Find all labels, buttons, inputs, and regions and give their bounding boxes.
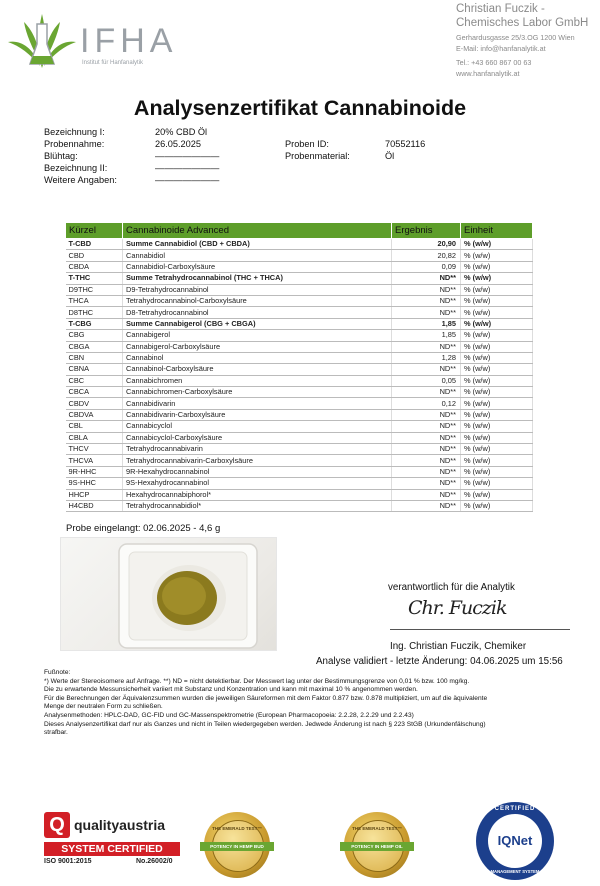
cell-cannabinoid: D8-Tetrahydrocannabinol: [123, 307, 392, 318]
cell-cannabinoid: Tetrahydrocannabinol-Carboxylsäure: [123, 295, 392, 306]
cell-kuerzel: CBDVA: [66, 409, 123, 420]
cell-einheit: % (w/w): [461, 489, 533, 500]
cell-ergebnis: 0,05: [392, 375, 461, 386]
footnote-line: Dieses Analysenzertifikat darf nur als Ganzes und nicht in Teilen wiedergegeben werden. Jedwede Änderung ist nach § 223 StGB (Urkundenfälschung): [44, 720, 486, 728]
cell-kuerzel: T-CBD: [66, 239, 123, 250]
bezeichnung1-label: Bezeichnung I:: [44, 127, 105, 137]
footnote-line: *) Werte der Stereoisomere auf Anfrage. **) ND = nicht detektierbar. Der Messwert lag unter der Bestimmungsgrenze von 0,01 % bzw. 100 mg/kg.: [44, 677, 470, 685]
cell-einheit: % (w/w): [461, 364, 533, 375]
table-row: [66, 352, 533, 363]
cell-einheit: % (w/w): [461, 273, 533, 284]
weitere-angaben-label: Weitere Angaben:: [44, 175, 117, 185]
cell-ergebnis: ND**: [392, 466, 461, 477]
cell-einheit: % (w/w): [461, 466, 533, 477]
cell-cannabinoid: Cannabidiol: [123, 250, 392, 261]
sample-photo: [60, 537, 277, 651]
cell-kuerzel: THCV: [66, 444, 123, 455]
table-row: [66, 421, 533, 432]
cell-ergebnis: ND**: [392, 284, 461, 295]
cell-einheit: % (w/w): [461, 318, 533, 329]
cell-kuerzel: D8THC: [66, 307, 123, 318]
footnote-line: Analysenmethoden: HPLC-DAD, GC-FID und GC-Massenspektrometrie (European Pharmacopoeia: 2.2.28, 2.2.29 und 2.2.43): [44, 711, 414, 719]
cell-kuerzel: CBG: [66, 330, 123, 341]
quality-austria-q-icon: Q: [44, 812, 70, 838]
table-row: [66, 478, 533, 489]
table-row: [66, 466, 533, 477]
sample-meta-labels: [44, 126, 117, 186]
iqnet-management-text: MANAGEMENT SYSTEM: [490, 869, 540, 874]
table-row: [66, 250, 533, 261]
contact-block: [456, 2, 600, 79]
ifha-logo: [6, 6, 186, 76]
footnote-line: strafbar.: [44, 729, 68, 737]
company-address: Gerhardusgasse 25/3.OG 1200 Wien: [456, 33, 575, 42]
responsible-label: verantwortlich für die Analytik: [388, 582, 515, 593]
cell-einheit: % (w/w): [461, 500, 533, 511]
cell-kuerzel: T-CBG: [66, 318, 123, 329]
footnotes: [44, 669, 594, 738]
table-row: [66, 500, 533, 511]
table-row: [66, 318, 533, 329]
footnote-line: Menge der neutralen Form zu schließen.: [44, 703, 163, 711]
table-row: [66, 409, 533, 420]
cell-einheit: % (w/w): [461, 341, 533, 352]
cell-cannabinoid: Summe Tetrahydrocannabinol (THC + THCA): [123, 273, 392, 284]
bezeichnung1-value: 20% CBD Öl: [155, 127, 208, 137]
table-row: [66, 375, 533, 386]
cell-einheit: % (w/w): [461, 398, 533, 409]
cell-cannabinoid: Summe Cannabigerol (CBG + CBGA): [123, 318, 392, 329]
cell-cannabinoid: Cannabigerol: [123, 330, 392, 341]
bezeichnung2-value: ———————: [155, 163, 220, 173]
cell-kuerzel: CBNA: [66, 364, 123, 375]
cell-ergebnis: 1,85: [392, 330, 461, 341]
cell-einheit: % (w/w): [461, 239, 533, 250]
table-row: [66, 444, 533, 455]
header-einheit: Einheit: [461, 223, 533, 239]
cell-einheit: % (w/w): [461, 387, 533, 398]
table-body: [66, 239, 533, 512]
cell-einheit: % (w/w): [461, 444, 533, 455]
probenmaterial-value: Öl: [385, 151, 395, 161]
cell-cannabinoid: 9R-Hexahydrocannabinol: [123, 466, 392, 477]
cell-cannabinoid: Cannabichromen: [123, 375, 392, 386]
header-cannabinoide: Cannabinoide Advanced: [123, 223, 392, 239]
cell-kuerzel: CBLA: [66, 432, 123, 443]
cell-ergebnis: ND**: [392, 489, 461, 500]
sample-id-labels: [285, 138, 350, 162]
emerald-badge-1-top: THE EMERALD TEST™: [212, 826, 262, 831]
cell-einheit: % (w/w): [461, 330, 533, 341]
cell-ergebnis: ND**: [392, 432, 461, 443]
table-row: [66, 455, 533, 466]
table-row: [66, 341, 533, 352]
hemp-leaf-flask-icon: [6, 6, 78, 76]
table-row: [66, 364, 533, 375]
cell-ergebnis: ND**: [392, 387, 461, 398]
cell-einheit: % (w/w): [461, 409, 533, 420]
cell-cannabinoid: Cannabinol-Carboxylsäure: [123, 364, 392, 375]
cell-ergebnis: ND**: [392, 455, 461, 466]
cell-cannabinoid: Hexahydrocannabiphorol*: [123, 489, 392, 500]
cell-ergebnis: 0,09: [392, 261, 461, 272]
table-row: [66, 307, 533, 318]
cell-einheit: % (w/w): [461, 284, 533, 295]
cell-kuerzel: CBCA: [66, 387, 123, 398]
cell-ergebnis: ND**: [392, 364, 461, 375]
weitere-angaben-value: ———————: [155, 175, 220, 185]
sample-id-values: [385, 138, 425, 162]
table-row: [66, 432, 533, 443]
cell-ergebnis: ND**: [392, 409, 461, 420]
cell-cannabinoid: Cannabigerol-Carboxylsäure: [123, 341, 392, 352]
cell-kuerzel: CBL: [66, 421, 123, 432]
cell-ergebnis: ND**: [392, 500, 461, 511]
emerald-test-bud-badge: [204, 812, 270, 878]
table-row: [66, 295, 533, 306]
cell-kuerzel: CBDV: [66, 398, 123, 409]
cell-cannabinoid: Cannabidiol-Carboxylsäure: [123, 261, 392, 272]
table-row: [66, 261, 533, 272]
iqnet-badge: [476, 802, 554, 880]
iso-standard: ISO 9001:2015: [44, 858, 92, 865]
logo-text: IFHA: [80, 22, 178, 60]
cell-einheit: % (w/w): [461, 261, 533, 272]
cell-cannabinoid: Cannabicyclol-Carboxylsäure: [123, 432, 392, 443]
cell-ergebnis: 0,12: [392, 398, 461, 409]
cell-cannabinoid: Tetrahydrocannabivarin: [123, 444, 392, 455]
proben-id-label: Proben ID:: [285, 139, 329, 149]
header-ergebnis: Ergebnis: [392, 223, 461, 239]
cell-kuerzel: 9S-HHC: [66, 478, 123, 489]
footnote-line: Für die Berechnungen der Äquivalenzsummen wurden die jeweiligen Säureformen mit dem Faktor 0.877 bzw. 0.878 multipliziert, um auf die äquivalente: [44, 694, 488, 702]
cell-einheit: % (w/w): [461, 250, 533, 261]
emerald-badge-2-band: POTENCY IN HEMP OIL: [340, 842, 414, 851]
cell-ergebnis: ND**: [392, 421, 461, 432]
cell-einheit: % (w/w): [461, 421, 533, 432]
cell-kuerzel: 9R-HHC: [66, 466, 123, 477]
table-row: [66, 284, 533, 295]
certificate-number: No.26002/0: [136, 858, 173, 865]
emerald-test-oil-badge: [344, 812, 410, 878]
system-certified-banner: SYSTEM CERTIFIED: [44, 842, 180, 856]
cell-cannabinoid: D9-Tetrahydrocannabinol: [123, 284, 392, 295]
iqnet-certified-text: CERTIFIED: [494, 806, 536, 812]
cell-ergebnis: 20,90: [392, 239, 461, 250]
cell-cannabinoid: Tetrahydrocannabivarin-Carboxylsäure: [123, 455, 392, 466]
signatory-name: Ing. Christian Fuczik, Chemiker: [390, 641, 527, 652]
sample-received: Probe eingelangt: 02.06.2025 - 4,6 g: [66, 523, 221, 534]
cell-kuerzel: HHCP: [66, 489, 123, 500]
cell-einheit: % (w/w): [461, 478, 533, 489]
sample-dish-image: [61, 538, 276, 650]
cell-einheit: % (w/w): [461, 455, 533, 466]
cell-einheit: % (w/w): [461, 432, 533, 443]
signature-line: [390, 629, 570, 630]
cell-cannabinoid: Cannabicyclol: [123, 421, 392, 432]
probennahme-value: 26.05.2025: [155, 139, 201, 149]
probenmaterial-label: Probenmaterial:: [285, 151, 350, 161]
table-row: [66, 387, 533, 398]
table-row: [66, 330, 533, 341]
cell-kuerzel: D9THC: [66, 284, 123, 295]
logo-subtitle: Institut für Hanfanalytik: [82, 60, 144, 66]
cell-einheit: % (w/w): [461, 375, 533, 386]
emerald-badge-1-band: POTENCY IN HEMP BUD: [200, 842, 274, 851]
cell-ergebnis: ND**: [392, 273, 461, 284]
cell-einheit: % (w/w): [461, 352, 533, 363]
company-website: www.hanfanalytik.at: [456, 69, 520, 78]
bluehtag-value: ———————: [155, 151, 220, 161]
cannabinoid-results-table: [65, 222, 533, 512]
iqnet-name: IQNet: [497, 833, 533, 848]
cell-ergebnis: 1,85: [392, 318, 461, 329]
sample-meta-values: [155, 126, 219, 186]
table-row: [66, 239, 533, 250]
cell-kuerzel: THCVA: [66, 455, 123, 466]
cell-ergebnis: 20,82: [392, 250, 461, 261]
cell-cannabinoid: Cannabidivarin-Carboxylsäure: [123, 409, 392, 420]
cell-kuerzel: CBDA: [66, 261, 123, 272]
cell-kuerzel: CBN: [66, 352, 123, 363]
company-phone: Tel.: +43 660 867 00 63: [456, 58, 532, 67]
validation-date: Analyse validiert - letzte Änderung: 04.06.2025 um 15:56: [316, 656, 563, 667]
cell-kuerzel: THCA: [66, 295, 123, 306]
cell-cannabinoid: Tetrahydrocannabidiol*: [123, 500, 392, 511]
cell-ergebnis: ND**: [392, 341, 461, 352]
cell-kuerzel: CBC: [66, 375, 123, 386]
cell-ergebnis: 1,28: [392, 352, 461, 363]
document-title: Analysenzertifikat Cannabinoide: [133, 96, 467, 120]
cell-ergebnis: ND**: [392, 478, 461, 489]
company-email: E-Mail: info@hanfanalytik.at: [456, 44, 546, 53]
cell-kuerzel: H4CBD: [66, 500, 123, 511]
company-name-line1: Christian Fuczik -: [456, 3, 545, 15]
table-header-row: [66, 223, 533, 239]
cell-cannabinoid: Cannabinol: [123, 352, 392, 363]
cell-cannabinoid: Cannabichromen-Carboxylsäure: [123, 387, 392, 398]
cell-cannabinoid: Cannabidivarin: [123, 398, 392, 409]
table-row: [66, 398, 533, 409]
signature-scribble: Chr. Fuczik: [408, 597, 507, 619]
cell-ergebnis: ND**: [392, 307, 461, 318]
cell-cannabinoid: Summe Cannabidiol (CBD + CBDA): [123, 239, 392, 250]
bezeichnung2-label: Bezeichnung II:: [44, 163, 108, 173]
company-name-line2: Chemisches Labor GmbH: [456, 17, 589, 29]
table-row: [66, 273, 533, 284]
emerald-badge-2-top: THE EMERALD TEST™: [352, 826, 402, 831]
cell-kuerzel: CBGA: [66, 341, 123, 352]
cell-einheit: % (w/w): [461, 295, 533, 306]
footnote-line: Die zu erwartende Messunsicherheit variiert mit Substanz und Konzentration und kann mit maximal 10 % angenommen werden.: [44, 686, 418, 694]
cell-kuerzel: T-THC: [66, 273, 123, 284]
proben-id-value: 70552116: [385, 139, 426, 149]
bluehtag-label: Blühtag:: [44, 151, 78, 161]
quality-austria-badge: [44, 812, 194, 868]
cell-ergebnis: ND**: [392, 295, 461, 306]
header-kuerzel: Kürzel: [66, 223, 123, 239]
cell-einheit: % (w/w): [461, 307, 533, 318]
table-row: [66, 489, 533, 500]
cell-kuerzel: CBD: [66, 250, 123, 261]
probennahme-label: Probennahme:: [44, 139, 105, 149]
quality-austria-name: qualityaustria: [74, 817, 166, 833]
cell-ergebnis: ND**: [392, 444, 461, 455]
cell-cannabinoid: 9S-Hexahydrocannabinol: [123, 478, 392, 489]
footnote-heading: Fußnote:: [44, 669, 71, 676]
